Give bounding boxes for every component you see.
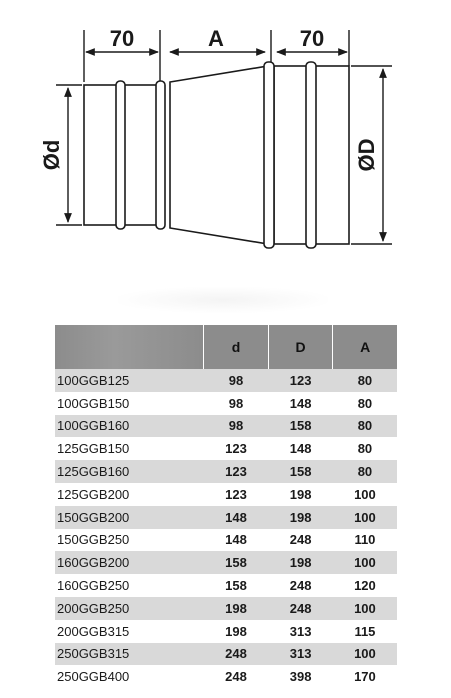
cell-D: 398	[268, 665, 333, 688]
table-row	[55, 506, 397, 529]
cell-d: 148	[204, 506, 269, 529]
cell-d: 148	[204, 529, 269, 552]
cell-D: 158	[268, 460, 333, 483]
cell-model: 150GGB250	[55, 529, 204, 552]
cell-d: 248	[204, 665, 269, 688]
table-row	[55, 597, 397, 620]
column-header-model	[55, 325, 204, 369]
cell-D: 248	[268, 529, 333, 552]
table-row	[55, 643, 397, 666]
cell-A: 80	[333, 415, 397, 438]
cell-D: 313	[268, 620, 333, 643]
cell-D: 198	[268, 506, 333, 529]
cell-model: 125GGB200	[55, 483, 204, 506]
cell-D: 158	[268, 415, 333, 438]
table-row	[55, 392, 397, 415]
table-row	[55, 437, 397, 460]
table-body	[55, 369, 397, 688]
cell-D: 148	[268, 392, 333, 415]
table-row	[55, 460, 397, 483]
cell-A: 80	[333, 437, 397, 460]
dim-label-right: 70	[299, 26, 325, 51]
small-diameter-label: Ød	[39, 139, 64, 171]
cell-d: 248	[204, 643, 269, 666]
dimensions-table	[55, 325, 397, 688]
column-header-d: d	[204, 325, 269, 369]
rib-small-1	[116, 81, 125, 229]
cell-D: 248	[268, 574, 333, 597]
rib-small-2	[156, 81, 165, 229]
cell-model: 200GGB250	[55, 597, 204, 620]
cell-d: 123	[204, 460, 269, 483]
cell-A: 170	[333, 665, 397, 688]
cell-d: 123	[204, 437, 269, 460]
cell-A: 115	[333, 620, 397, 643]
cell-model: 160GGB200	[55, 551, 204, 574]
cell-A: 100	[333, 506, 397, 529]
cell-d: 198	[204, 597, 269, 620]
cell-d: 98	[204, 369, 269, 392]
reducer-body	[84, 62, 349, 248]
cell-model: 125GGB150	[55, 437, 204, 460]
dim-label-left: 70	[109, 26, 135, 51]
cell-d: 158	[204, 551, 269, 574]
cell-model: 100GGB160	[55, 415, 204, 438]
table-row	[55, 551, 397, 574]
table-row	[55, 665, 397, 688]
cell-D: 248	[268, 597, 333, 620]
cell-A: 100	[333, 483, 397, 506]
cone-section	[170, 66, 268, 244]
rib-large-1	[264, 62, 274, 248]
large-diameter-label: ØD	[354, 138, 379, 172]
table-row	[55, 369, 397, 392]
table-row	[55, 415, 397, 438]
table-row	[55, 529, 397, 552]
cell-A: 100	[333, 551, 397, 574]
dim-label-middle: A	[208, 26, 224, 51]
cell-D: 123	[268, 369, 333, 392]
cell-D: 198	[268, 483, 333, 506]
faded-caption	[118, 287, 328, 313]
cell-d: 98	[204, 392, 269, 415]
cell-D: 313	[268, 643, 333, 666]
column-header-D: D	[268, 325, 333, 369]
cell-model: 100GGB150	[55, 392, 204, 415]
cell-model: 160GGB250	[55, 574, 204, 597]
table-row	[55, 483, 397, 506]
cell-A: 100	[333, 597, 397, 620]
cell-d: 123	[204, 483, 269, 506]
cell-A: 100	[333, 643, 397, 666]
cell-model: 250GGB315	[55, 643, 204, 666]
cell-A: 80	[333, 369, 397, 392]
cell-model: 200GGB315	[55, 620, 204, 643]
table-header-row	[55, 325, 397, 369]
reducer-drawing	[0, 0, 451, 290]
cell-d: 198	[204, 620, 269, 643]
cell-A: 80	[333, 460, 397, 483]
cell-A: 80	[333, 392, 397, 415]
cell-d: 158	[204, 574, 269, 597]
cell-model: 150GGB200	[55, 506, 204, 529]
cell-A: 110	[333, 529, 397, 552]
cell-D: 198	[268, 551, 333, 574]
cell-d: 98	[204, 415, 269, 438]
column-header-A: A	[333, 325, 397, 369]
rib-large-2	[306, 62, 316, 248]
cell-model: 125GGB160	[55, 460, 204, 483]
table-row	[55, 574, 397, 597]
cell-A: 120	[333, 574, 397, 597]
table-row	[55, 620, 397, 643]
cell-model: 250GGB400	[55, 665, 204, 688]
cell-D: 148	[268, 437, 333, 460]
cell-model: 100GGB125	[55, 369, 204, 392]
